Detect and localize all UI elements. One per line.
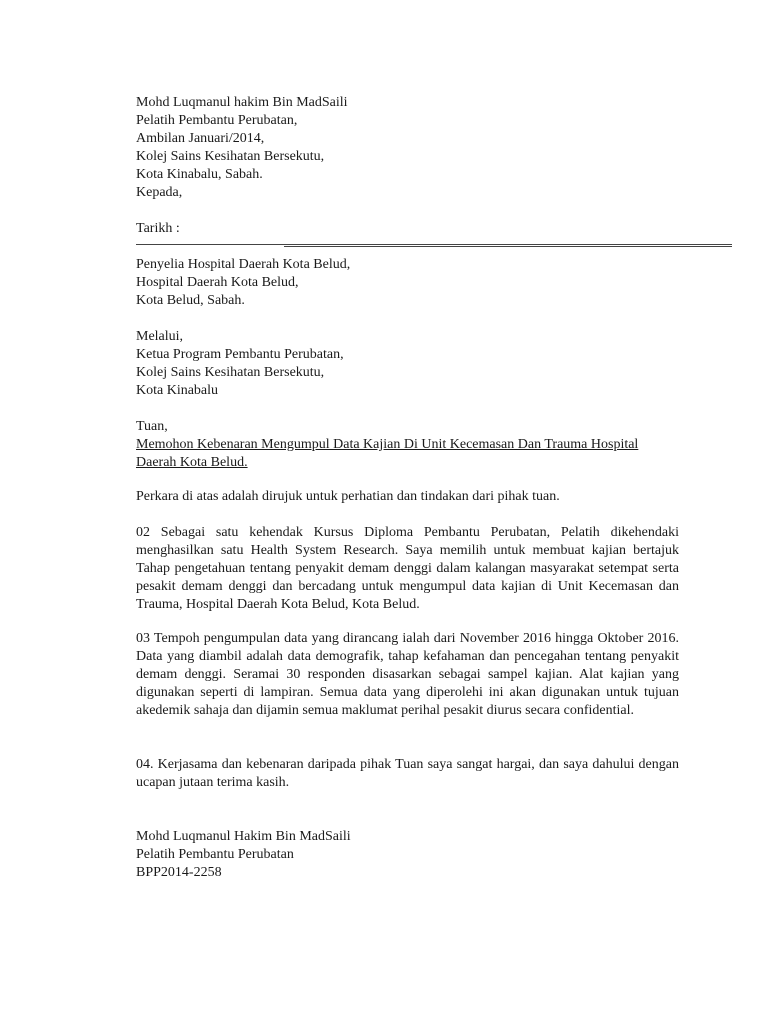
recipient-address (136, 256, 350, 310)
paragraph-intro: Perkara di atas adalah dirujuk untuk perhatian dan tindakan dari pihak tuan. (136, 489, 560, 504)
via-line: Ketua Program Pembantu Perubatan, (136, 347, 344, 362)
sender-address (136, 94, 348, 202)
divider-line (136, 244, 732, 245)
recipient-line: Penyelia Hospital Daerah Kota Belud, (136, 257, 351, 272)
sender-line: Kota Kinabalu, Sabah. (136, 167, 263, 182)
sender-line: Kolej Sains Kesihatan Bersekutu, (136, 149, 325, 164)
via-address (136, 328, 344, 400)
via-line: Kolej Sains Kesihatan Bersekutu, (136, 365, 325, 380)
via-label: Melalui, (136, 329, 184, 344)
paragraph-03: 03 Tempoh pengumpulan data yang dirancang ialah dari November 2016 hingga Oktober 2016. Data yang diambil adalah data demografik, tahap kefahaman dan pencegahan tentang penyakit demam denggi. Seramai 30 responden disasarkan sebagai sampel kajian. Alat kajian yang digunakan seperti di lampiran. Semua data yang diperolehi ini akan digunakan untuk tujuan akedemik sahaja dan dijamin semua maklumat perihal pesakit diurus secara confidential. (136, 631, 679, 718)
paragraph-02: 02 Sebagai satu kehendak Kursus Diploma Pembantu Perubatan, Pelatih dikehendaki menghasilkan satu Health System Research. Saya memilih untuk membuat kajian bertajuk Tahap pengetahuan tentang penyakit demam denggi dalam kalangan masyarakat setempat serta pesakit demam denggi dan bercadang untuk mengumpul data kajian di Unit Kecemasan dan Trauma, Hospital Daerah Kota Belud, Kota Belud. (136, 525, 679, 612)
date-label: Tarikh : (136, 221, 180, 236)
signature-id: BPP2014-2258 (136, 865, 222, 880)
paragraph-04: 04. Kerjasama dan kebenaran daripada pihak Tuan saya sangat hargai, dan saya dahului dengan ucapan jutaan terima kasih. (136, 757, 679, 790)
kepada-label: Kepada, (136, 185, 183, 200)
recipient-line: Kota Belud, Sabah. (136, 293, 245, 308)
subject-line: Memohon Kebenaran Mengumpul Data Kajian Di Unit Kecemasan Dan Trauma Hospital Daerah Kota Belud. (136, 437, 639, 470)
signature-title: Pelatih Pembantu Perubatan (136, 847, 294, 862)
sender-name: Mohd Luqmanul hakim Bin MadSaili (136, 95, 348, 110)
signature-name: Mohd Luqmanul Hakim Bin MadSaili (136, 829, 351, 844)
signature-block (136, 828, 351, 882)
sender-line: Pelatih Pembantu Perubatan, (136, 113, 298, 128)
salutation (136, 418, 168, 436)
via-line: Kota Kinabalu (136, 383, 219, 398)
recipient-line: Hospital Daerah Kota Belud, (136, 275, 299, 290)
divider-line-secondary (284, 246, 732, 247)
salutation-text: Tuan, (136, 419, 168, 434)
date-field (136, 220, 180, 238)
sender-line: Ambilan Januari/2014, (136, 131, 265, 146)
